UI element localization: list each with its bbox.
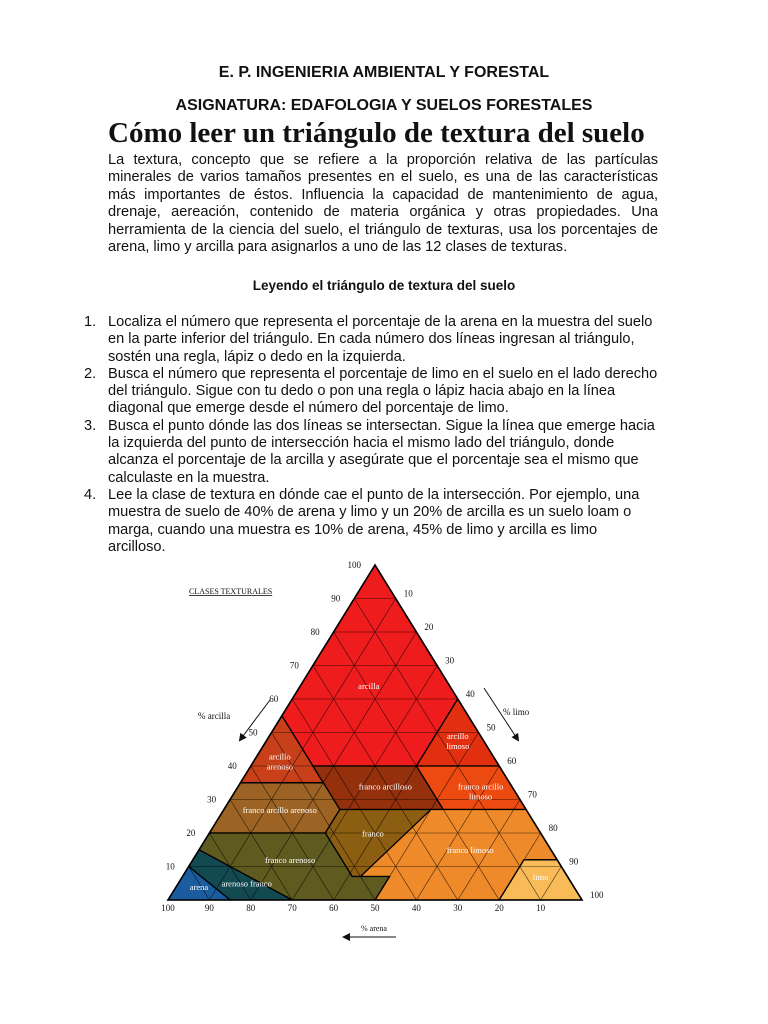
tick-label-left: 30	[207, 794, 217, 805]
tick-label-right: 10	[403, 588, 413, 599]
tick-label-right: 60	[507, 756, 517, 766]
list-number: 1.	[84, 314, 97, 330]
texture-class-label: arcillo arenoso	[266, 751, 294, 772]
list-text: Lee la clase de textura en dónde cae el punto de la intersección. Por ejemplo, una muestra de suelo de 40% de arena y limo y un 20% de arcilla es un suelo loam o marga, cuando una muestra es 10% de arena, 45% de limo y arcilla es limo arcilloso.	[108, 486, 640, 555]
tick-label-bottom: 60	[329, 903, 339, 913]
tick-label-left: 80	[310, 627, 320, 637]
tick-label-left: 40	[227, 761, 237, 771]
list-number: 2.	[84, 365, 97, 382]
tick-label-left: 20	[186, 828, 196, 838]
list-text: Localiza el número que representa el porcentaje de la arena en la muestra del suelo en la parte inferior del triángulo. En cada número dos líneas ingresan al triángulo, sostén una regla, lápiz o dedo en la izquierda.	[108, 314, 653, 365]
tick-label-bottom: 90	[204, 903, 214, 913]
texture-class-label: franco	[362, 828, 384, 839]
tick-label-bottom: 50	[370, 903, 380, 913]
list-item	[84, 487, 658, 556]
tick-label-bottom: 30	[453, 903, 463, 913]
tick-label-bottom: 20	[494, 903, 504, 913]
list-text: Busca el número que representa el porcentaje de limo en el suelo en el lado derecho del triángulo. Sigue con tu dedo o pon una regla o lápiz hacia abajo en la línea diagonal que emerge desde el número del porcentaje de limo.	[108, 365, 658, 417]
list-item	[84, 418, 658, 487]
tick-label-left: 70	[289, 660, 299, 671]
list-item	[84, 366, 658, 418]
texture-class-label: limo	[532, 871, 549, 882]
document-title: Cómo leer un triángulo de textura del suelo	[108, 117, 645, 149]
tick-label-left: 10	[165, 861, 175, 872]
tick-label-left: 50	[248, 727, 258, 738]
list-item	[84, 314, 658, 366]
tick-label-left: 60	[269, 694, 279, 704]
tick-label-right: 50	[486, 722, 496, 733]
texture-class-label: franco arenoso	[264, 855, 316, 866]
silt-axis-label: % limo	[503, 707, 530, 717]
list-number: 4.	[84, 486, 97, 503]
clay-axis-label: % arcilla	[198, 711, 231, 721]
texture-class-label: franco limoso	[446, 845, 494, 856]
section-subtitle: Leyendo el triángulo de textura del suelo	[252, 278, 516, 293]
school-heading: E. P. INGENIERIA AMBIENTAL Y FORESTAL	[218, 64, 550, 81]
tick-label-right: 30	[445, 655, 455, 666]
texture-class-label: franco arcillo arenoso	[242, 804, 317, 815]
texture-triangle-figure	[150, 560, 610, 950]
course-heading: ASIGNATURA: EDAFOLOGIA Y SUELOS FORESTALES	[175, 97, 593, 114]
list-number: 3.	[84, 417, 97, 434]
texture-class-label: arena	[189, 882, 209, 892]
list-text: Busca el punto dónde las dos líneas se intersectan. Sigue la línea que emerge hacia la izquierda del punto de intersección hacia el mismo lado del triángulo, donde alcanza el porcentaje de la arcilla y asegúrate que el porcentaje sea el mismo que calculaste en la muestra.	[108, 417, 655, 486]
texture-class-label: franco arcilloso	[358, 781, 412, 792]
tick-label-right: 100	[590, 890, 604, 900]
tick-label-bottom: 40	[411, 903, 421, 913]
tick-label-bottom: 80	[246, 903, 256, 913]
tick-label-right: 70	[527, 789, 537, 800]
tick-label-left: 90	[331, 593, 341, 604]
tick-label-bottom: 100	[161, 903, 175, 913]
sand-axis-label: % arena	[361, 924, 387, 933]
intro-paragraph: La textura, concepto que se refiere a la proporción relativa de las partículas minerales de varios tamaños presentes en el suelo, es una de las características más importantes de éstos. Influencia la capacidad de mantenimiento de agua, drenaje, aereación, contenido de materia orgánica y otras propiedades. Una herramienta de la ciencia del suelo, el triángulo de texturas, usa los porcentajes de arena, limo y arcilla para asignarlos a uno de las 12 clases de texturas.	[108, 152, 658, 256]
tick-label-bottom: 10	[536, 903, 546, 913]
steps-list	[84, 314, 658, 556]
tick-label-left: 100	[347, 560, 361, 570]
texture-class-label: arenoso franco	[221, 878, 272, 889]
tick-label-right: 90	[569, 856, 579, 867]
legend-title: CLASES TEXTURALES	[189, 587, 273, 596]
texture-class-label: arcillo limoso	[446, 731, 470, 752]
tick-label-right: 80	[548, 823, 558, 833]
texture-class-label: arcilla	[358, 681, 380, 691]
tick-label-right: 20	[424, 622, 434, 632]
tick-label-bottom: 70	[287, 903, 297, 913]
texture-class-label: franco arcillo limoso	[457, 781, 504, 802]
tick-label-right: 40	[465, 689, 475, 699]
